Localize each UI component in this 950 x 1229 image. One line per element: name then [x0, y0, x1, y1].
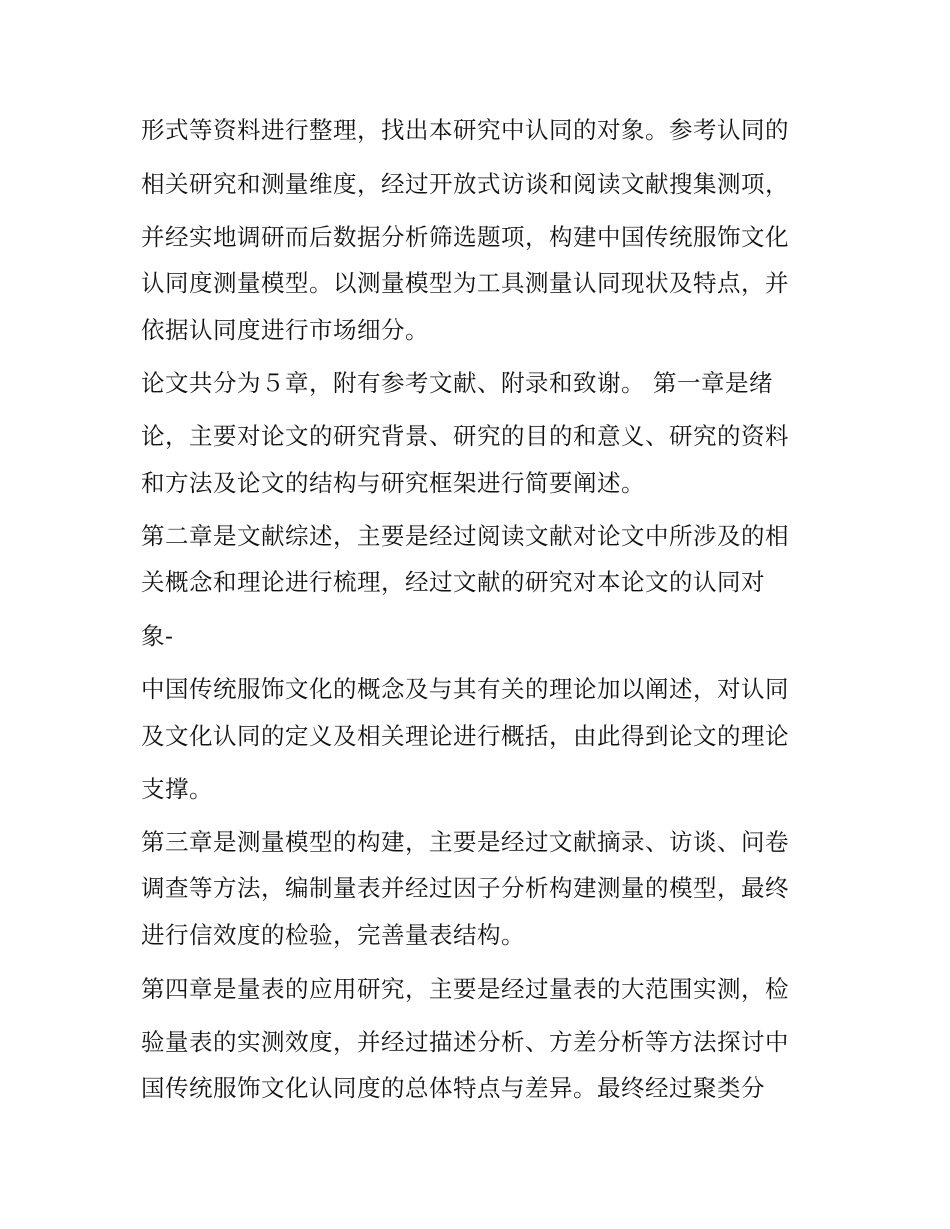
- text-line: 论，主要对论文的研究背景、研究的目的和意义、研究的资料: [141, 422, 789, 450]
- text-line: 调查等方法，编制量表并经过因子分析构建测量的模型，最终: [141, 874, 789, 902]
- text-line: 中国传统服饰文化的概念及与其有关的理论加以阐述，对认同: [141, 675, 789, 703]
- text-line: 第四章是量表的应用研究，主要是经过量表的大范围实测，检: [141, 975, 789, 1003]
- text-line: 依据认同度进行市场细分。: [141, 316, 429, 344]
- text-line: 形式等资料进行整理，找出本研究中认同的对象。参考认同的: [141, 116, 789, 144]
- text-line: 国传统服饰文化认同度的总体特点与差异。最终经过聚类分: [141, 1074, 765, 1102]
- text-line: 并经实地调研而后数据分析筛选题项，构建中国传统服饰文化: [141, 223, 789, 251]
- text-line: 关概念和理论进行梳理，经过文献的研究对本论文的认同对: [141, 568, 765, 596]
- text-line: 和方法及论文的结构与研究框架进行简要阐述。: [141, 469, 645, 497]
- text-line: 论文共分为５章，附有参考文献、附录和致谢。 第一章是绪: [141, 369, 773, 397]
- text-line: 进行信效度的检验，完善量表结构。: [141, 921, 525, 949]
- text-line: 象-: [141, 622, 174, 650]
- text-line: 及文化认同的定义及相关理论进行概括，由此得到论文的理论: [141, 722, 789, 750]
- text-line: 支撑。: [141, 775, 213, 803]
- text-line: 相关研究和测量维度，经过开放式访谈和阅读文献搜集测项，: [141, 170, 789, 198]
- text-line: 认同度测量模型。以测量模型为工具测量认同现状及特点，并: [141, 269, 789, 297]
- text-line: 第三章是测量模型的构建，主要是经过文献摘录、访谈、问卷: [141, 828, 789, 856]
- text-line: 第二章是文献综述，主要是经过阅读文献对论文中所涉及的相: [141, 522, 789, 550]
- text-line: 验量表的实测效度，并经过描述分析、方差分析等方法探讨中: [141, 1028, 789, 1056]
